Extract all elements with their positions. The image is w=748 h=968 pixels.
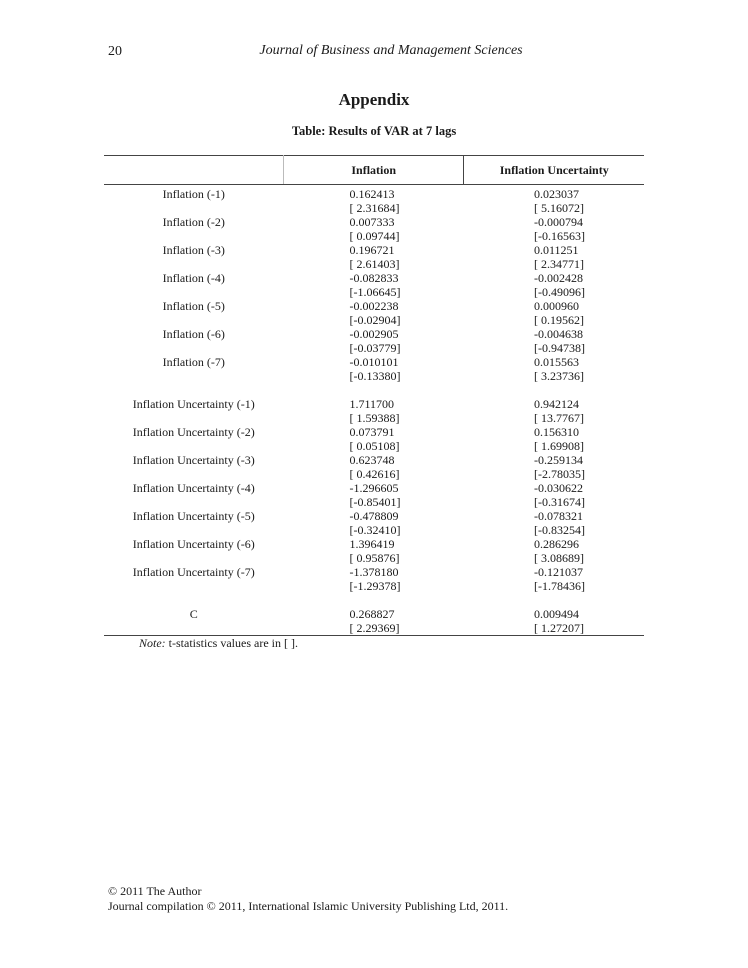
row-label: Inflation Uncertainty (-1)	[132, 397, 255, 411]
group-spacer-row	[104, 383, 644, 397]
inflation-coefficient: 0.268827	[349, 607, 395, 621]
inflation-coefficient: 0.623748	[349, 453, 395, 467]
t-statistic-row	[104, 439, 644, 453]
inflation-t-statistic: [ 1.59388]	[349, 411, 400, 425]
row-label: Inflation (-1)	[162, 187, 225, 201]
inflation-coefficient: -0.002905	[349, 327, 399, 341]
t-statistic-row	[104, 341, 644, 355]
empty-label-cell	[104, 579, 283, 593]
uncertainty-coefficient: -0.004638	[533, 327, 583, 341]
inflation-coefficient: 0.196721	[349, 243, 395, 257]
journal-title: Journal of Business and Management Sciences	[259, 43, 523, 58]
inflation-coefficient: 0.007333	[349, 215, 395, 229]
inflation-t-statistic: [-1.06645]	[349, 285, 401, 299]
inflation-coefficient: 1.396419	[349, 537, 395, 551]
empty-label-cell	[104, 369, 283, 383]
uncertainty-coefficient: -0.002428	[533, 271, 583, 285]
coefficient-row	[104, 271, 644, 285]
row-label: Inflation (-6)	[162, 327, 225, 341]
t-statistic-row	[104, 495, 644, 509]
row-label: Inflation (-2)	[162, 215, 225, 229]
empty-label-cell	[104, 411, 283, 425]
empty-label-cell	[104, 201, 283, 215]
spacer-cell	[104, 593, 644, 607]
inflation-coefficient: -1.378180	[349, 565, 399, 579]
uncertainty-t-statistic: [-2.78035]	[533, 467, 585, 481]
uncertainty-coefficient: 0.015563	[533, 355, 579, 369]
empty-label-cell	[104, 467, 283, 481]
note-label: Note:	[139, 636, 166, 650]
coefficient-row	[104, 299, 644, 313]
t-statistic-row	[104, 551, 644, 565]
row-label: C	[189, 607, 198, 621]
table-note	[139, 636, 298, 651]
inflation-t-statistic: [ 2.61403]	[349, 257, 400, 271]
uncertainty-t-statistic: [ 3.08689]	[533, 551, 584, 565]
coefficient-row	[104, 453, 644, 467]
copyright-line: © 2011 The Author	[108, 884, 202, 898]
table-caption: Table: Results of VAR at 7 lags	[291, 124, 457, 138]
inflation-coefficient: -0.010101	[349, 355, 399, 369]
t-statistic-row	[104, 369, 644, 383]
uncertainty-t-statistic: [ 1.27207]	[464, 621, 644, 636]
column-header-inflation: Inflation	[283, 156, 463, 185]
uncertainty-t-statistic: [-0.94738]	[533, 341, 585, 355]
inflation-t-statistic: [ 0.09744]	[349, 229, 400, 243]
page-number: 20	[108, 44, 122, 59]
header-blank-cell	[104, 156, 283, 185]
uncertainty-t-statistic: [-1.78436]	[533, 579, 585, 593]
uncertainty-t-statistic: [ 3.23736]	[533, 369, 584, 383]
inflation-coefficient: -0.002238	[349, 299, 399, 313]
inflation-t-statistic: [ 0.95876]	[349, 551, 400, 565]
uncertainty-t-statistic: [ 13.7767]	[533, 411, 584, 425]
uncertainty-t-statistic: [-0.31674]	[533, 495, 585, 509]
t-statistic-row	[104, 201, 644, 215]
uncertainty-t-statistic: [-0.83254]	[533, 523, 585, 537]
empty-label-cell	[104, 285, 283, 299]
inflation-t-statistic: [ 2.31684]	[349, 201, 400, 215]
inflation-t-statistic: [ 2.29369]	[283, 621, 463, 636]
coefficient-row	[104, 537, 644, 551]
empty-label-cell	[104, 621, 283, 636]
empty-label-cell	[104, 523, 283, 537]
column-header-inflation-uncertainty: Inflation Uncertainty	[464, 156, 644, 185]
empty-label-cell	[104, 229, 283, 243]
uncertainty-t-statistic: [-0.16563]	[533, 229, 585, 243]
empty-label-cell	[104, 341, 283, 355]
t-statistic-row	[104, 621, 644, 636]
t-statistic-row	[104, 285, 644, 299]
coefficient-row	[104, 425, 644, 439]
coefficient-row	[104, 243, 644, 257]
inflation-t-statistic: [-0.13380]	[349, 369, 401, 383]
row-label: Inflation Uncertainty (-6)	[132, 537, 255, 551]
uncertainty-coefficient: -0.121037	[533, 565, 583, 579]
t-statistic-row	[104, 229, 644, 243]
t-statistic-row	[104, 257, 644, 271]
empty-label-cell	[104, 257, 283, 271]
inflation-t-statistic: [ 0.42616]	[349, 467, 400, 481]
var-results-table	[104, 155, 644, 636]
t-statistic-row	[104, 579, 644, 593]
row-label: Inflation Uncertainty (-4)	[132, 481, 255, 495]
uncertainty-coefficient: 0.023037	[533, 187, 579, 201]
uncertainty-coefficient: 0.156310	[533, 425, 579, 439]
empty-label-cell	[104, 313, 283, 327]
inflation-t-statistic: [-0.32410]	[349, 523, 401, 537]
t-statistic-row	[104, 411, 644, 425]
inflation-coefficient: 0.162413	[349, 187, 395, 201]
coefficient-row	[104, 509, 644, 523]
uncertainty-coefficient: 0.942124	[533, 397, 579, 411]
table-body	[104, 185, 644, 636]
uncertainty-t-statistic: [ 0.19562]	[533, 313, 584, 327]
note-text: t-statistics values are in [ ].	[165, 636, 298, 650]
uncertainty-coefficient: 0.011251	[533, 243, 579, 257]
uncertainty-coefficient: -0.000794	[533, 215, 583, 229]
coefficient-row	[104, 327, 644, 341]
coefficient-row	[104, 185, 644, 202]
inflation-t-statistic: [-0.03779]	[349, 341, 401, 355]
uncertainty-coefficient: 0.286296	[533, 537, 579, 551]
uncertainty-coefficient: -0.259134	[533, 453, 583, 467]
uncertainty-t-statistic: [ 2.34771]	[533, 257, 584, 271]
inflation-coefficient: -0.478809	[349, 509, 399, 523]
inflation-t-statistic: [-1.29378]	[349, 579, 401, 593]
table-header-row	[104, 156, 644, 185]
uncertainty-coefficient: -0.030622	[533, 481, 583, 495]
row-label: Inflation Uncertainty (-5)	[132, 509, 255, 523]
inflation-coefficient: 0.073791	[349, 425, 395, 439]
uncertainty-coefficient: -0.078321	[533, 509, 583, 523]
inflation-coefficient: -1.296605	[349, 481, 399, 495]
row-label: Inflation (-5)	[162, 299, 225, 313]
row-label: Inflation Uncertainty (-2)	[132, 425, 255, 439]
coefficient-row	[104, 215, 644, 229]
spacer-cell	[104, 383, 644, 397]
row-label: Inflation (-4)	[162, 271, 225, 285]
t-statistic-row	[104, 313, 644, 327]
coefficient-row	[104, 397, 644, 411]
coefficient-row	[104, 565, 644, 579]
t-statistic-row	[104, 523, 644, 537]
inflation-t-statistic: [ 0.05108]	[349, 439, 400, 453]
uncertainty-coefficient: 0.009494	[533, 607, 579, 621]
inflation-t-statistic: [-0.85401]	[349, 495, 401, 509]
inflation-coefficient: 1.711700	[349, 397, 395, 411]
row-label: Inflation (-3)	[162, 243, 225, 257]
uncertainty-t-statistic: [ 5.16072]	[533, 201, 584, 215]
empty-label-cell	[104, 551, 283, 565]
row-label: Inflation Uncertainty (-7)	[132, 565, 255, 579]
journal-compilation-line: Journal compilation © 2011, International Islamic University Publishing Ltd, 2011.	[108, 899, 509, 913]
inflation-t-statistic: [-0.02904]	[349, 313, 401, 327]
group-spacer-row	[104, 593, 644, 607]
coefficient-row	[104, 481, 644, 495]
uncertainty-t-statistic: [ 1.69908]	[533, 439, 584, 453]
coefficient-row	[104, 355, 644, 369]
appendix-heading: Appendix	[338, 90, 410, 109]
empty-label-cell	[104, 495, 283, 509]
t-statistic-row	[104, 467, 644, 481]
coefficient-row	[104, 607, 644, 621]
row-label: Inflation Uncertainty (-3)	[132, 453, 255, 467]
uncertainty-t-statistic: [-0.49096]	[533, 285, 585, 299]
inflation-coefficient: -0.082833	[349, 271, 399, 285]
empty-label-cell	[104, 439, 283, 453]
row-label: Inflation (-7)	[162, 355, 225, 369]
uncertainty-coefficient: 0.000960	[533, 299, 579, 313]
